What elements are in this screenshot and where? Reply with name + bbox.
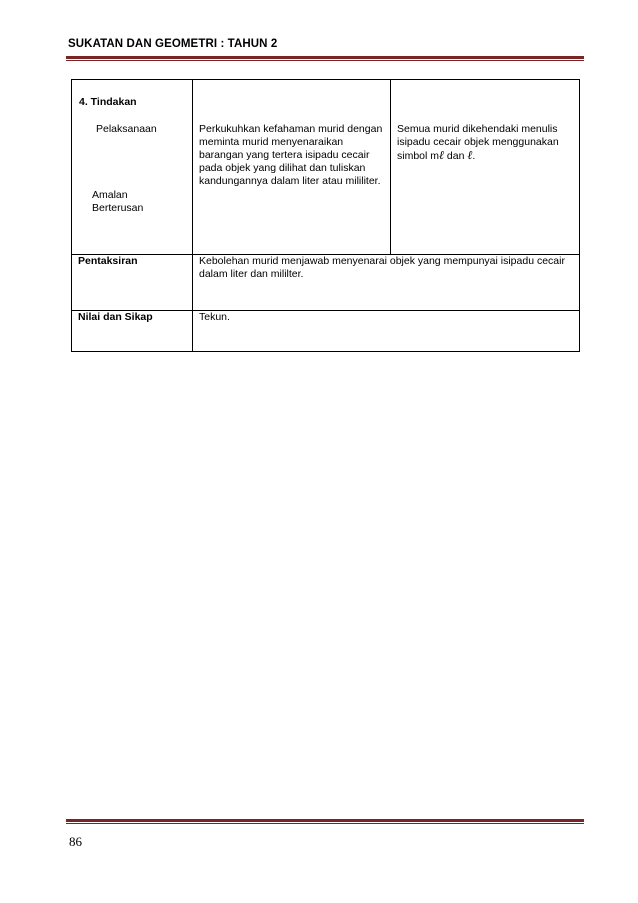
nilai-sikap-text: Tekun. [193, 311, 580, 352]
tindakan-followup-text: Semua murid dikehendaki menulis isipadu cecair objek menggunakan simbol m [397, 123, 559, 162]
followup-period: . [472, 150, 476, 162]
table-row-tindakan [72, 80, 580, 255]
tindakan-activity-text: Perkukuhkan kefahaman murid dengan meminta murid menyenaraikan barangan yang tertera isipadu cecair pada objek yang dilihat dan tuliskan kandungannya dalam liter atau mililiter. [199, 123, 383, 187]
amalan-berterusan-label: Amalan Berterusan [92, 189, 144, 214]
table-row-pentaksiran [72, 255, 580, 311]
tindakan-activity-cell [193, 80, 391, 255]
followup-conjunction: dan [444, 150, 468, 162]
liter-symbol: ℓ [439, 148, 445, 162]
page-number: 86 [69, 834, 82, 849]
lesson-plan-table [71, 79, 580, 352]
table-row-nilai [72, 311, 580, 352]
nilai-sikap-label: Nilai dan Sikap [72, 311, 193, 352]
pentaksiran-label: Pentaksiran [72, 255, 193, 311]
tindakan-heading: 4. Tindakan [79, 96, 137, 108]
pelaksanaan-label: Pelaksanaan [96, 123, 157, 135]
page-header-title: SUKATAN DAN GEOMETRI : TAHUN 2 [68, 38, 278, 50]
tindakan-followup-cell [391, 80, 580, 255]
pentaksiran-text: Kebolehan murid menjawab menyenarai objek yang mempunyai isipadu cecair dalam liter dan mililter. [193, 255, 580, 311]
header-rule [66, 56, 584, 61]
footer-rule [66, 819, 584, 824]
tindakan-label-cell [72, 80, 193, 255]
liter-symbol: ℓ [467, 148, 473, 162]
